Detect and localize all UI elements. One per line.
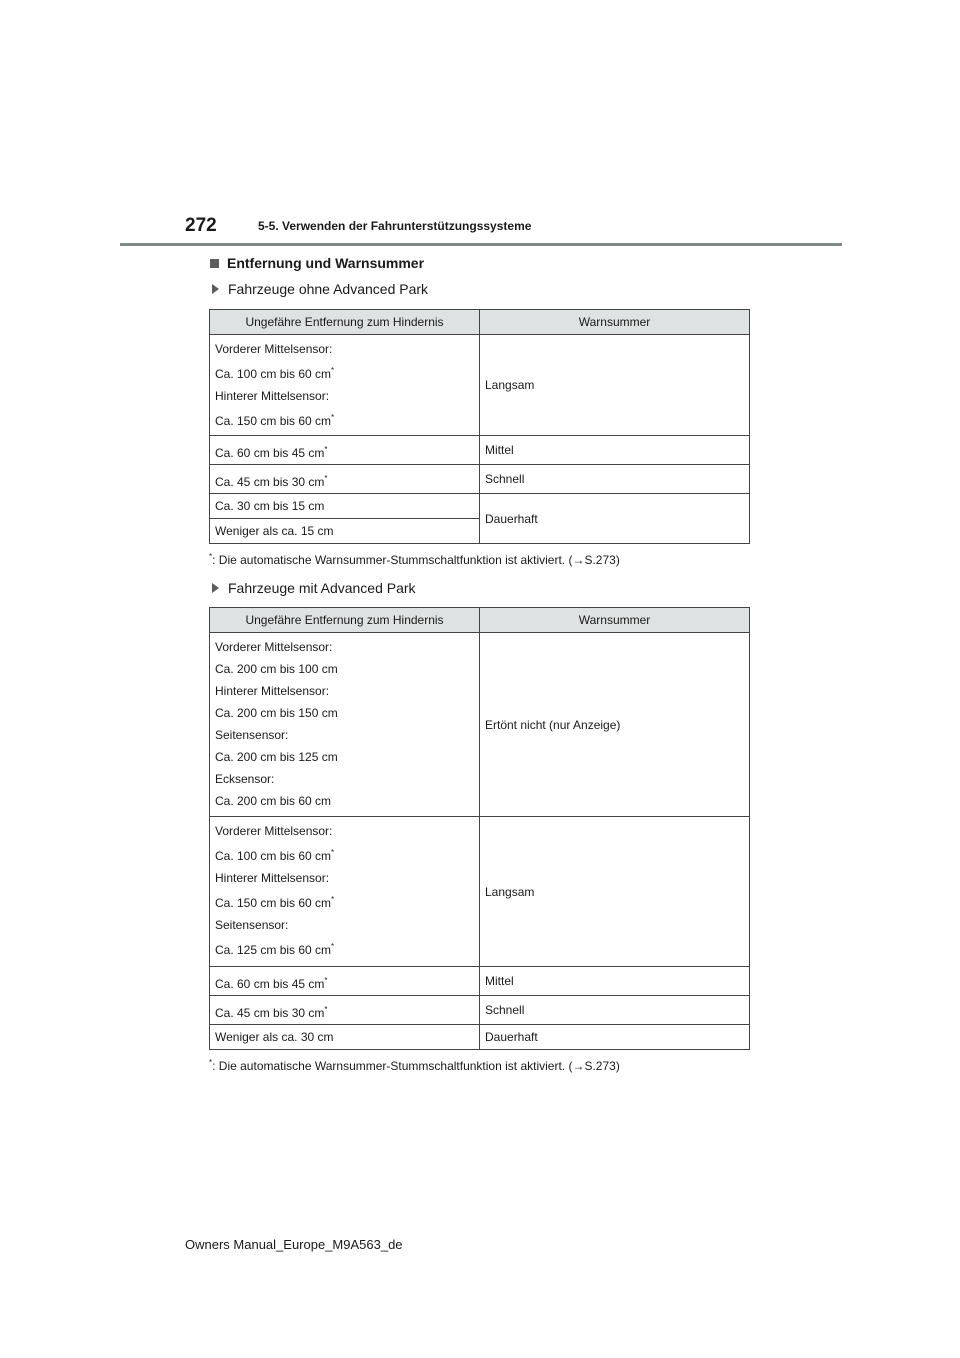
distance-table-with-advanced-park [209,607,750,1050]
triangle-bullet-icon [212,583,219,593]
sensor-label: Vorderer Mittelsensor: [215,640,333,654]
sensor-label: Hinterer Mittelsensor: [215,389,330,403]
table-row [210,1025,750,1050]
distance-cell: Ca. 45 cm bis 30 cm* [210,465,480,494]
section-header: 5-5. Verwenden der Fahrunterstützungssysteme [258,219,532,233]
buzzer-cell: Mittel [480,967,750,996]
table-row [210,335,750,436]
table-header-row [210,310,750,335]
distance-value: Ca. 150 cm bis 60 cm* [215,895,335,910]
distance-value: Ca. 200 cm bis 60 cm [215,794,332,808]
footnote: *: Die automatische Warnsummer-Stummschaltfunktion ist aktiviert. (→S.273) [209,1058,620,1073]
footnote: *: Die automatische Warnsummer-Stummschaltfunktion ist aktiviert. (→S.273) [209,552,620,567]
table-row [210,633,750,817]
distance-value: Ca. 150 cm bis 60 cm* [215,413,335,428]
buzzer-cell: Dauerhaft [480,1025,750,1050]
column-header-buzzer: Warnsummer [480,310,750,335]
page-number: 272 [185,215,217,236]
distance-cell: Ca. 60 cm bis 45 cm* [210,967,480,996]
distance-value: Ca. 125 cm bis 60 cm* [215,942,335,957]
table-row [210,465,750,494]
table-row [210,436,750,465]
distance-cell: Ca. 30 cm bis 15 cm [210,494,480,519]
table-row [210,494,750,519]
sensor-label: Ecksensor: [215,772,275,786]
sensor-label: Hinterer Mittelsensor: [215,684,330,698]
distance-cell: Weniger als ca. 30 cm [210,1025,480,1050]
sensor-label: Hinterer Mittelsensor: [215,871,330,885]
distance-cell: Ca. 60 cm bis 45 cm* [210,436,480,465]
sensor-label: Seitensensor: [215,728,289,742]
sensor-label: Seitensensor: [215,918,289,932]
buzzer-cell: Schnell [480,465,750,494]
buzzer-cell: Ertönt nicht (nur Anzeige) [480,633,750,817]
subheading-with-advanced-park [212,580,416,596]
distance-value: Ca. 100 cm bis 60 cm* [215,366,335,381]
distance-cell: Weniger als ca. 15 cm [210,519,480,544]
table-row [210,967,750,996]
distance-cell [210,817,480,967]
subheading-without-advanced-park [212,281,428,297]
column-header-distance: Ungefähre Entfernung zum Hindernis [210,310,480,335]
table-row [210,996,750,1025]
subheading-text: Fahrzeuge ohne Advanced Park [228,281,429,297]
section-heading-text: Entfernung und Warnsummer [227,255,425,271]
distance-cell [210,335,480,436]
distance-value: Ca. 100 cm bis 60 cm* [215,848,335,863]
sensor-label: Vorderer Mittelsensor: [215,824,333,838]
column-header-distance: Ungefähre Entfernung zum Hindernis [210,608,480,633]
distance-value: Ca. 200 cm bis 100 cm [215,662,338,676]
subheading-text: Fahrzeuge mit Advanced Park [228,580,416,596]
distance-value: Ca. 200 cm bis 150 cm [215,706,338,720]
distance-value: Ca. 200 cm bis 125 cm [215,750,338,764]
buzzer-cell: Langsam [480,335,750,436]
square-bullet-icon [210,259,219,268]
table-header-row [210,608,750,633]
buzzer-cell: Dauerhaft [480,494,750,544]
header-divider [120,243,842,246]
table-row [210,817,750,967]
distance-table-without-advanced-park [209,309,750,544]
buzzer-cell: Langsam [480,817,750,967]
distance-cell: Ca. 45 cm bis 30 cm* [210,996,480,1025]
footer-document-id: Owners Manual_Europe_M9A563_de [185,1237,403,1252]
column-header-buzzer: Warnsummer [480,608,750,633]
buzzer-cell: Mittel [480,436,750,465]
buzzer-cell: Schnell [480,996,750,1025]
sensor-label: Vorderer Mittelsensor: [215,342,333,356]
section-heading [210,255,424,271]
triangle-bullet-icon [212,284,219,294]
distance-cell [210,633,480,817]
